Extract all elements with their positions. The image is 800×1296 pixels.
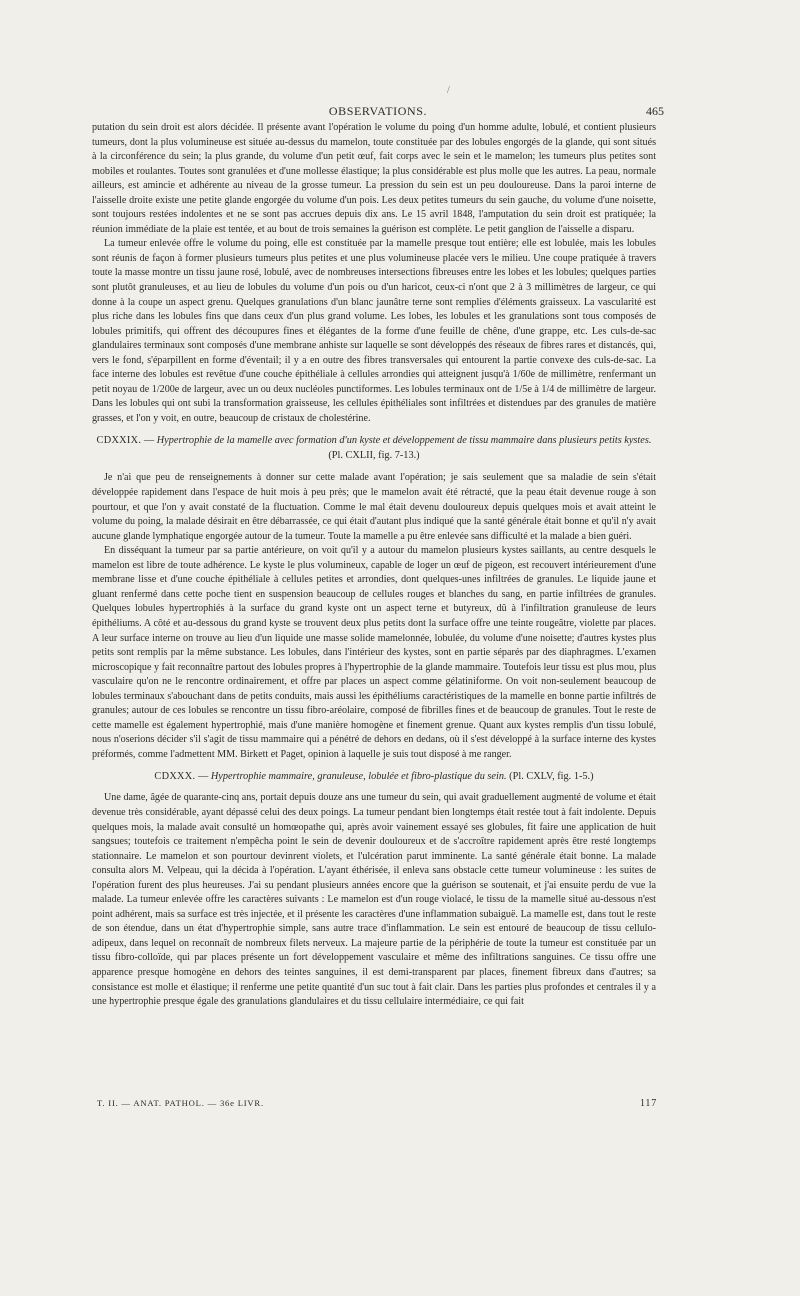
stray-mark: /	[447, 85, 450, 96]
page-number: 465	[646, 104, 664, 118]
plate-reference: (Pl. CXLV, fig. 1-5.)	[509, 771, 594, 783]
paragraph: La tumeur enlevée offre le volume du poing, elle est constituée par la mamelle presque tout entière; elle est lobulée, mais les lobules sont réunis de façon à former plusieurs tumeurs plus petites et une plus volumineuse placée vers le milieu. Une coupe pratiquée à travers toute la masse montre un tissu jaune rosé, lobulé, avec de nombreuses intersections fibreuses entre les lobes et les lobules; quelques parties sont plutôt granuleuses, et au lieu de lobules du volume d'un pois ou d'un haricot, ceux-ci n'ont que 2 à 3 millimètres de largeur, ce qui donne à la coupe un aspect grenu. Quelques granulations d'un blanc jaunâtre terne sont remplies d'éléments graisseux. La vascularité est plus riche dans les lobules fins que dans ceux d'un plus grand volume. Les lobes, les lobules et les granulations sont tous composés de lobules primitifs, qui offrent des découpures fines et élégantes de la forme d'une feuille de chêne, d'une grappe, etc. Les culs-de-sac glandulaires terminaux sont composés d'une membrane anhiste sur laquelle se sont développés des réseaux de fibres rares et distancés, qui, vers le fond, s'éparpillent en forme d'éventail; il y a en outre des fibres transversales qui entourent la partie convexe des culs-de-sac. La face interne des lobules est revêtue d'une couche épithéliale à cellules arrondies qui atteignent jusqu'à 1/60e de millimètre, renfermant un petit noyau de 1/200e de largeur, avec un ou deux nucléoles punctiformes. Les lobules terminaux ont de 1/5e à 1/4 de millimètre de largeur. Dans les lobules qui ont subi la transformation graisseuse, les cellules épithéliales sont infiltrées et distendues par des granules de matière grasses, et l'on y voit, en outre, beaucoup de cristaux de cholestérine.	[92, 238, 656, 424]
paragraph: Une dame, âgée de quarante-cinq ans, portait depuis douze ans une tumeur du sein, qui avait graduellement augmenté de volume et était devenue très considérable, ayant dépassé celui des deux poings. La tumeur pendant bien longtemps était restée tout à fait indolente. Depuis quelques mois, la malade avait consulté un homœopathe qui, après avoir vainement essayé ses globules, fit faire une application de huit sangsues; toutefois ce traitement n'empêcha point le sein de devenir douloureux et de s'accroître rapidement après être resté longtemps stationnaire. Le mamelon et son pourtour devinrent violets, et l'ulcération parut imminente. La santé générale était bonne. La malade consulta alors M. Velpeau, qui la décida à l'opération. L'ayant éthérisée, il enleva sans obstacle cette tumeur volumineuse : les suites de l'opération furent des plus heureuses. J'ai su pendant plusieurs années encore que la guérison se soutenait, et j'ai ensuite perdu de vue la malade. La tumeur enlevée offre les caractères suivants : Le mamelon est d'un rouge violacé, le tissu de la mamelle situé au-dessous n'est point adhérent, mais sa surface est très injectée, et il présente les caractères d'une inflammation subaiguë. La mamelle est, dans tout le reste de son étendue, dans un état d'hypertrophie simple, sans autre trace d'inflammation. Le sein est entouré de beaucoup de tissu cellulo-adipeux, dans lequel on reconnaît de nombreux filets nerveux. La majeure partie de la périphérie de toute la tumeur est constituée par un tissu fibro-colloïde, qui par places présente un fort développement vasculaire et même des infiltrations sanguines. Ce tissu offre une apparence presque homogène en dehors des teintes sanguines, il est demi-transparent par places, finement fibreux dans d'autres; sa consistance est molle et élastique; il renferme une petite quantité d'un suc tout à fait clair. Dans les parties plus profondes et centrales il y a une hypertrophie presque égale des granulations glandulaires et du tissu cellulaire intermédiaire, ce qui fait	[92, 792, 656, 1008]
page-body	[92, 121, 656, 1010]
page-footer	[97, 1098, 657, 1112]
observation-title: Hypertrophie mammaire, granuleuse, lobulée et fibro-plastique du sein.	[210, 771, 507, 783]
paragraph: Je n'ai que peu de renseignements à donner sur cette malade avant l'opération; je sais seulement que sa maladie de sein s'était développée rapidement dans l'espace de huit mois à peu près; que le mamelon avait été rétracté, que la peau était devenue rouge à son pourtour, et que l'on y avait constaté de la fluctuation. Comme le mal était devenu douloureux depuis quelques mois et avait atteint le volume du poing, la malade désirait en être débarrassée, ce qui était d'autant plus indiqué que la santé générale était bonne et qu'il n'y avait aucune glande lymphatique engorgée autour de la tumeur. Toute la mamelle a pu être enlevée sans difficulté et la malade a bien guéri.	[92, 472, 656, 542]
observation-title: Hypertrophie de la mamelle avec formation d'un kyste et développement de tissu mammaire dans plusieurs petits kystes.	[156, 435, 652, 447]
heading-dash: —	[195, 771, 211, 783]
running-title: OBSERVATIONS.	[328, 104, 428, 118]
paragraph: putation du sein droit est alors décidée. Il présente avant l'opération le volume du poing d'un homme adulte, lobulé, et contient plusieurs tumeurs, dont la plus volumineuse est située au-dessus du mamelon, toute constituée par des lobules engorgés de la glande, qui sont situés à la circonférence du sein; la plus grande, du volume d'un petit œuf, fait corps avec le sein et le mamelon; les tumeurs plus petites sont mobiles et roulantes. Toutes sont granulées et d'une mollesse élastique; la plus considérable est plus molle que les autres. La peau, normale ailleurs, est amincie et adhérente au niveau de la grosse tumeur. La pression du sein est un peu douloureuse. Dans la paroi interne de l'aisselle droite existe une petite glande engorgée du volume d'un pois. Les deux petites tumeurs du sein gauche, du volume d'une noisette, sont toujours restées indolentes et ne se sont pas accrues depuis dix ans. Le 15 avril 1848, l'amputation du sein droit est pratiquée; la réunion immédiate de la plaie est tentée, et au bout de trois semaines la guérison est complète. Le petit ganglion de l'aisselle a disparu.	[92, 122, 656, 235]
observation-number: CDXXX.	[154, 771, 196, 783]
observation-number: CDXXIX.	[96, 435, 142, 447]
heading-dash: —	[141, 435, 157, 447]
plate-reference: (Pl. CXLII, fig. 7-13.)	[328, 450, 420, 462]
observation-heading-cdxxx	[92, 770, 656, 784]
paragraph: En disséquant la tumeur par sa partie antérieure, on voit qu'il y a autour du mamelon plusieurs kystes saillants, au centre desquels le mamelon est libre de toute adhérence. Le kyste le plus volumineux, capable de loger un œuf de pigeon, est recouvert intérieurement d'une membrane lisse et d'une couche épithéliale à cellules petites et arrondies, dont quelques-unes infiltrées de granules. Le liquide jaune et gluant renfermé dans cette poche tient en suspension beaucoup de cellules rouges et blanches du sang, en partie infiltrées de granules. Quelques lobules hypertrophiés à la surface du grand kyste ont un aspect terne et butyreux, dû à l'infiltration granuleuse de leurs épithéliums. A côté et au-dessous du grand kyste se trouvent deux plus petits dont la surface offre une teinte rougeâtre, violette par places. A leur surface interne on trouve au lieu d'un liquide une masse solide mamelonnée, lobulée, du volume d'une noisette; d'autres kystes plus petits sont remplis par la même substance. Les lobules, dans l'intérieur des kystes, sont en partie séparés par des diaphragmes. L'examen microscopique y fait reconnaître partout des lobules propres à l'hypertrophie de la glande mammaire. Toutefois leur tissu est plus mou, plus vasculaire qu'on ne le rencontre ordinairement, et offre par places un aspect comme gélatiniforme. On voit non-seulement beaucoup de lobules terminaux s'abouchant dans de petits conduits, mais aussi les épithéliums caractéristiques de la mamelle en bonne partie infiltrés de granules; autour de ces lobules se rencontre un tissu fibro-aréolaire, composé de fibrilles fines et de beaucoup de granules. Tout le reste de cette mamelle est également hypertrophié, mais d'une manière homogène et finement grenue. Quant aux kystes remplis d'un tissu lobulé, nous n'oserions décider s'il s'agit de tissu mammaire qui a pénétré de dehors en dedans, où il s'est développé à la surface interne des kystes préformés, comme l'admettent MM. Birkett et Paget, opinion à laquelle je suis tout disposé à me ranger.	[92, 545, 656, 760]
sheet-number: 117	[639, 1098, 657, 1109]
observation-heading-cdxxix	[92, 434, 656, 448]
printer-signature: T. II. — ANAT. PATHOL. — 36e LIVR.	[97, 1098, 264, 1108]
running-header	[92, 104, 664, 120]
